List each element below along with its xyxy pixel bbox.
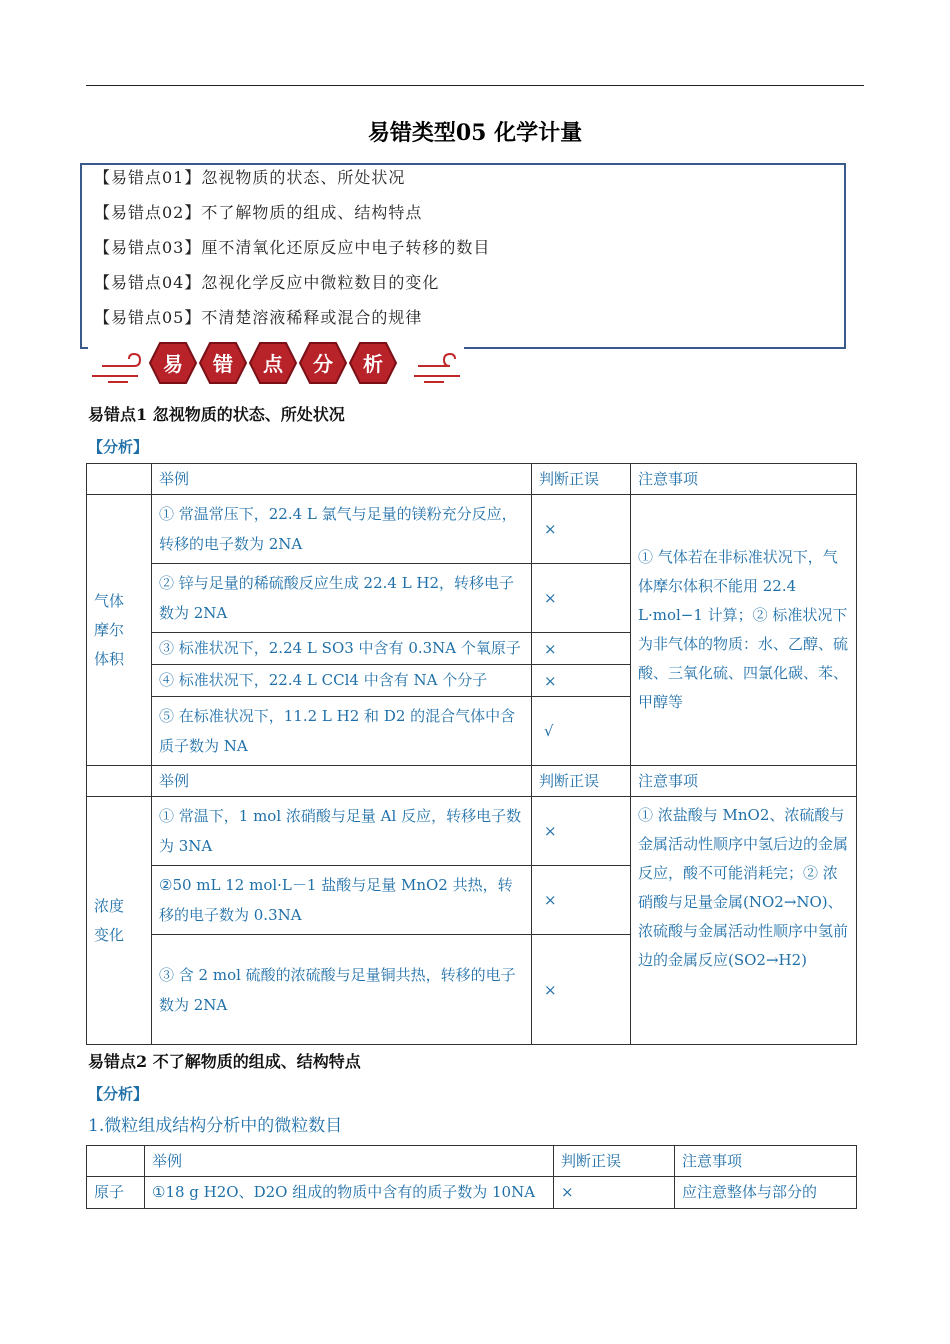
banner-char-1: 易	[163, 352, 183, 376]
judge-mark: ×	[532, 866, 631, 935]
header-judge: 判断正误	[532, 766, 631, 797]
section2-analysis-label: 【分析】	[88, 1085, 149, 1103]
header-note: 注意事项	[631, 766, 857, 797]
example-row: ① 常温下，1 mol 浓硝酸与足量 Al 反应，转移电子数为 3NA	[152, 797, 532, 866]
error-point-1: 【易错点01】忽视物质的状态、所处状况	[94, 168, 406, 187]
error-point-4: 【易错点04】忽视化学反应中微粒数目的变化	[94, 273, 440, 292]
banner-char-4: 分	[313, 352, 333, 376]
category-concentration: 浓度变化	[87, 797, 152, 1045]
banner-char-3: 点	[263, 352, 283, 376]
example-row: ①18 g H2O、D2O 组成的物质中含有的质子数为 10NA	[145, 1177, 554, 1209]
blank-header-cell	[87, 766, 152, 797]
section1-table	[86, 463, 857, 1045]
header-example: 举例	[145, 1146, 554, 1177]
note-atom: 应注意整体与部分的	[675, 1177, 857, 1209]
judge-mark: ×	[532, 633, 631, 665]
judge-mark: √	[532, 697, 631, 766]
header-note: 注意事项	[631, 464, 857, 495]
judge-mark: ×	[532, 665, 631, 697]
header-judge: 判断正误	[554, 1146, 675, 1177]
error-points-box	[80, 163, 846, 349]
section2-subheading: 1.微粒组成结构分析中的微粒数目	[88, 1116, 343, 1136]
header-judge: 判断正误	[532, 464, 631, 495]
banner-char-2: 错	[213, 352, 233, 376]
example-row: ⑤ 在标准状况下，11.2 L H2 和 D2 的混合气体中含质子数为 NA	[152, 697, 532, 766]
example-row: ④ 标准状况下，22.4 L CCl4 中含有 NA 个分子	[152, 665, 532, 697]
example-row: ③ 标准状况下，2.24 L SO3 中含有 0.3NA 个氧原子	[152, 633, 532, 665]
header-example: 举例	[152, 766, 532, 797]
header-example: 举例	[152, 464, 532, 495]
example-row: ③ 含 2 mol 硫酸的浓硫酸与足量铜共热，转移的电子数为 2NA	[152, 935, 532, 1045]
judge-mark: ×	[532, 564, 631, 633]
banner-char-5: 析	[363, 352, 383, 376]
header-rule	[86, 85, 864, 86]
note-concentration: ① 浓盐酸与 MnO2、浓硫酸与金属活动性顺序中氢后边的金属反应，酸不可能消耗完；② 浓硝酸与足量金属(NO2→NO)、浓硫酸与金属活动性顺序中氢前边的金属反应(SO2→H2)	[631, 797, 857, 1045]
error-point-2: 【易错点02】不了解物质的组成、结构特点	[94, 203, 423, 222]
analysis-banner	[88, 336, 464, 390]
error-point-3: 【易错点03】厘不清氧化还原反应中电子转移的数目	[94, 238, 491, 257]
blank-header-cell	[87, 1146, 145, 1177]
example-row: ②50 mL 12 mol·L－1 盐酸与足量 MnO2 共热，转移的电子数为 0.3NA	[152, 866, 532, 935]
category-gas-molar-volume: 气体摩尔体积	[87, 495, 152, 766]
section2-table	[86, 1145, 857, 1209]
note-gas: ① 气体若在非标准状况下，气体摩尔体积不能用 22.4 L·mol−1 计算；② 标准状况下为非气体的物质：水、乙醇、硫酸、三氧化硫、四氯化碳、苯、甲醇等	[631, 495, 857, 766]
judge-mark: ×	[532, 495, 631, 564]
section1-analysis-label: 【分析】	[88, 438, 149, 456]
judge-mark: ×	[532, 935, 631, 1045]
page-title: 易错类型05 化学计量	[367, 120, 583, 146]
blank-header-cell	[87, 464, 152, 495]
judge-mark: ×	[554, 1177, 675, 1209]
section1-heading: 易错点1 忽视物质的状态、所处状况	[88, 405, 345, 424]
judge-mark: ×	[532, 797, 631, 866]
example-row: ① 常温常压下，22.4 L 氯气与足量的镁粉充分反应，转移的电子数为 2NA	[152, 495, 532, 564]
error-point-5: 【易错点05】不清楚溶液稀释或混合的规律	[94, 308, 423, 327]
example-row: ② 锌与足量的稀硫酸反应生成 22.4 L H2，转移电子数为 2NA	[152, 564, 532, 633]
header-note: 注意事项	[675, 1146, 857, 1177]
section2-heading: 易错点2 不了解物质的组成、结构特点	[88, 1052, 361, 1071]
category-atom: 原子	[87, 1177, 145, 1209]
